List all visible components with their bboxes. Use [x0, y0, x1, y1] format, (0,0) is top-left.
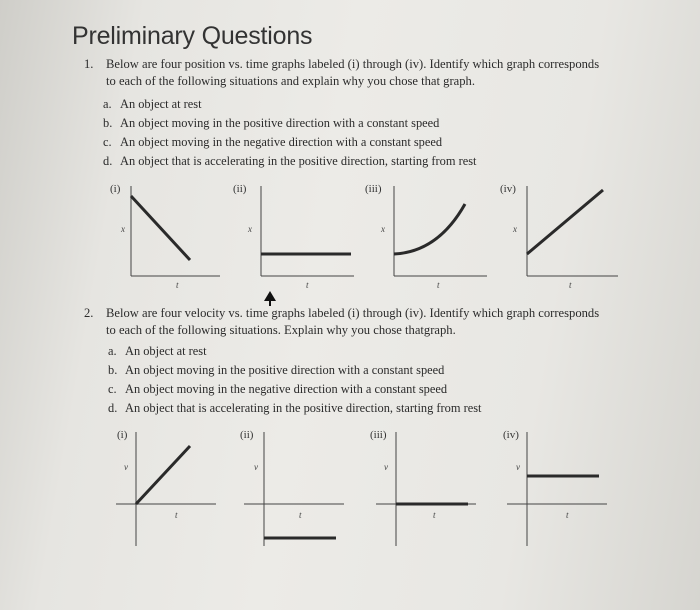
q2-graph-iii-x-label: t	[433, 510, 436, 520]
q2-graph-ii-y-label: v	[254, 462, 258, 472]
q2-option-a-text: An object at rest	[125, 344, 207, 358]
q2-graph-ii-x-label: t	[299, 510, 302, 520]
q1-option-b	[103, 116, 439, 131]
q1-option-a-text: An object at rest	[120, 97, 202, 111]
q2-graph-i-plot-line	[136, 446, 190, 504]
q1-option-a-letter: a.	[103, 97, 112, 111]
q1-option-d	[103, 154, 476, 169]
q1-graph-i-y-label: x	[121, 224, 125, 234]
q1-graph-ii-y-label: x	[248, 224, 252, 234]
q1-option-b-text: An object moving in the positive direction with a constant speed	[120, 116, 440, 130]
question-2-text: Below are four velocity vs. time graphs labeled (i) through (iv). Identify which graph corresponds to each of the following situations. Explain why you chose thatgraph.	[106, 306, 600, 337]
q2-graph-i	[116, 432, 216, 546]
q1-graph-iii-y-label: x	[381, 224, 385, 234]
q1-graph-i-plot-line	[131, 196, 190, 260]
q2-option-d	[108, 401, 481, 416]
q1-graph-iv	[526, 186, 618, 278]
q1-option-c-letter: c.	[103, 135, 112, 149]
q2-graph-ii	[244, 432, 344, 546]
q1-graph-iii	[393, 186, 487, 278]
q1-graph-iii-label: (iii)	[365, 183, 382, 195]
q2-option-a	[108, 344, 207, 359]
q1-graph-iv-x-label: t	[569, 280, 572, 290]
q2-option-c-text: An object moving in the negative direction with a constant speed	[125, 382, 448, 396]
q1-option-d-text: An object that is accelerating in the positive direction, starting from rest	[120, 154, 477, 168]
q2-option-c	[108, 382, 447, 397]
q1-graph-iii-x-label: t	[437, 280, 440, 290]
q1-graph-i	[130, 186, 220, 278]
q1-option-c	[103, 135, 442, 150]
q2-graph-iv-x-label: t	[566, 510, 569, 520]
q1-graph-iv-plot-line	[527, 190, 603, 254]
q1-graph-iii-plot-curve	[394, 204, 465, 254]
q1-graph-ii-label: (ii)	[233, 183, 247, 195]
q2-option-b-letter: b.	[108, 363, 118, 377]
q2-graph-iv-y-label: v	[516, 462, 520, 472]
q1-graph-ii-x-label: t	[306, 280, 309, 290]
q2-graph-iv-label: (iv)	[503, 429, 519, 441]
q1-option-a	[103, 97, 202, 112]
q1-option-b-letter: b.	[103, 116, 113, 130]
q2-option-a-letter: a.	[108, 344, 117, 358]
q2-graph-iii	[376, 432, 476, 546]
q2-graph-iv	[507, 432, 607, 546]
q2-option-c-letter: c.	[108, 382, 117, 396]
question-1-number: 1.	[84, 57, 94, 71]
q2-graph-i-x-label: t	[175, 510, 178, 520]
page-title: Preliminary Questions	[72, 22, 313, 50]
q1-option-c-text: An object moving in the negative direction with a constant speed	[120, 135, 443, 149]
q2-option-b-text: An object moving in the positive direction with a constant speed	[125, 363, 445, 377]
q1-graph-ii	[260, 186, 354, 278]
q2-graph-ii-label: (ii)	[240, 429, 254, 441]
q2-option-b	[108, 363, 444, 378]
question-2-number: 2.	[84, 306, 94, 320]
q2-graph-i-label: (i)	[117, 429, 128, 441]
q1-graph-i-x-label: t	[176, 280, 179, 290]
q2-graph-iii-y-label: v	[384, 462, 388, 472]
q1-option-d-letter: d.	[103, 154, 113, 168]
q2-option-d-text: An object that is accelerating in the positive direction, starting from rest	[125, 401, 482, 415]
q1-graph-iv-label: (iv)	[500, 183, 516, 195]
q2-graph-iii-label: (iii)	[370, 429, 387, 441]
q2-option-d-letter: d.	[108, 401, 118, 415]
q1-graph-i-label: (i)	[110, 183, 121, 195]
q1-graph-iv-y-label: x	[513, 224, 517, 234]
question-1-text: Below are four position vs. time graphs labeled (i) through (iv). Identify which graph corresponds to each of the following situations and explain why you chose that graph.	[106, 57, 600, 88]
q2-graph-i-y-label: v	[124, 462, 128, 472]
